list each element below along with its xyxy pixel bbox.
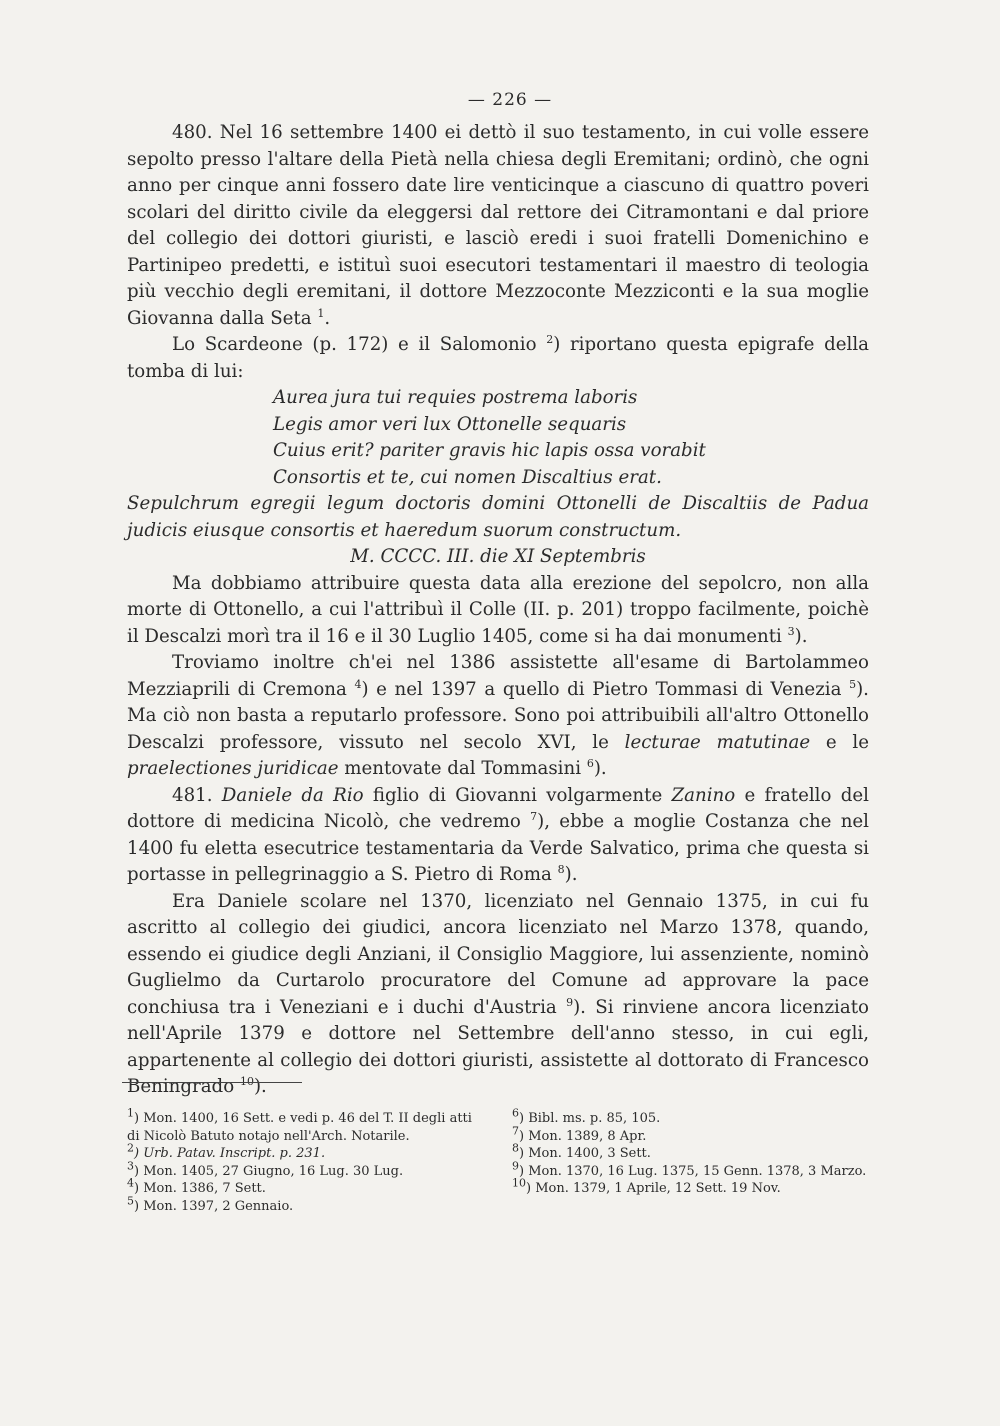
footnote <box>512 1124 882 1146</box>
paragraph-481-end: ). <box>564 864 578 885</box>
sepulchrum-inscription: Sepulchrum egregii legum doctoris domini Ottonelli de Discaltiis de Padua judicis eiusque consortis et haeredum suorum constructum. <box>127 493 869 541</box>
paragraph-481-text: e fratello del dottore di medicina Nicolò, che vedremo <box>127 784 869 832</box>
footnotes-left <box>127 1106 482 1215</box>
person-name: Daniele da Rio <box>221 784 364 806</box>
footnote-text: ) Mon. 1386, 7 Sett. <box>134 1181 266 1196</box>
epitaph-line: Aurea jura tui requies postrema laboris <box>273 387 638 408</box>
ma-end: ). <box>794 625 808 647</box>
footnote <box>512 1159 882 1181</box>
footnote-ref: 4 <box>354 677 362 691</box>
scardeone-text-end: ) riportano questa epigrafe della tomba di lui: <box>127 334 869 382</box>
page-number: — 226 — <box>467 90 553 110</box>
footnote-text: ) Mon. 1400, 16 Sett. e vedi p. 46 del T. II degli atti di Nicolò Batuto notajo nell'Arch. Notarile. <box>127 1111 472 1144</box>
paragraph-481-text: ), ebbe a moglie Costanza che nel 1400 fu eletta esecutrice testamentaria da Verde Salvatico, prima che questa si portasse in pellegrinaggio a S. Pietro di Roma <box>127 811 869 885</box>
paragraph-481-text: figlio di Giovanni volgarmente <box>372 784 663 806</box>
troviamo-end: ). <box>593 758 607 779</box>
footnote-text: ) Mon. 1370, 16 Lug. 1375, 15 Genn. 1378, 3 Marzo. <box>519 1163 867 1179</box>
paragraph-troviamo <box>127 650 869 783</box>
footnote-text: ) Mon. 1405, 27 Giugno, 16 Lug. 30 Lug. <box>134 1163 404 1179</box>
footnote-number: 2 <box>127 1141 134 1155</box>
footnote <box>127 1176 482 1198</box>
troviamo-text: mentovate dal Tommasini <box>344 758 582 779</box>
footnote-text: ) Mon. 1397, 2 Gennaio. <box>134 1198 294 1214</box>
paragraph-481-number: 481. <box>172 784 213 806</box>
paragraph-scardeone <box>127 332 869 385</box>
footnote <box>127 1194 482 1216</box>
italic-title: lecturae matutinae <box>624 731 811 753</box>
troviamo-text: ). Ma ciò non basta a reputarlo professore. Sono poi attribuibili all'altro Ottonello Descalzi professore, vissuto nel secolo XVI, le <box>127 678 869 753</box>
footnote-number: 6 <box>512 1106 519 1120</box>
paragraph-480-text: 480. Nel 16 settembre 1400 ei dettò il suo testamento, in cui volle essere sepolto presso l'altare della Pietà nella chiesa degli Eremitani; ordinò, che ogni anno per cinque anni fossero date lire venticinque a ciascuno di quattro poveri scolari del diritto civile da eleggersi dal rettore dei Citramontani e dal priore del collegio dei dottori giuristi, e lasciò eredi i suoi fratelli Domenichino e Partinipeo predetti, e istituì suoi esecutori testamentari il maestro di teologia più vecchio degli eremitani, il dottore Mezzoconte Mezziconti e la sua moglie Giovanna dalla Seta <box>127 122 869 329</box>
footnote-ref: 9 <box>566 995 574 1009</box>
footnote-ref: 8 <box>557 862 565 876</box>
epitaph-line: Consortis et te, cui nomen Discaltius erat. <box>273 466 662 488</box>
footnotes-right <box>512 1106 882 1198</box>
footnote-number: 8 <box>512 1141 519 1155</box>
era-text: Era Daniele scolare nel 1370, licenziato nel Gennaio 1375, in cui fu ascritto al collegio dei giudici, ancora licenziato nel Marzo 1378, quando, essendo ei giudice degli Anziani, il Consiglio Maggiore, lui assenziente, nominò Guglielmo da Curtarolo procuratore del Comune ad approvare la pace conchiusa tra i Veneziani e i duchi d'Austria <box>127 890 869 1018</box>
footnote-number: 5 <box>127 1194 134 1208</box>
footnote-text: ) Mon. 1400, 3 Sett. <box>519 1146 651 1161</box>
italic-title: praelectiones juridicae <box>127 758 339 779</box>
paragraph-480 <box>127 120 869 332</box>
footnote <box>127 1141 482 1163</box>
ma-text: Ma dobbiamo attribuire questa data alla erezione del sepolcro, non alla morte di Ottonello, a cui l'attribuì il Colle (II. p. 201) troppo facilmente, poichè il Descalzi morì tra il 16 e il 30 Luglio 1405, come si ha dai monumenti <box>127 572 869 647</box>
footnote-ref: 10 <box>239 1074 254 1088</box>
footnote-number: 3 <box>127 1159 134 1173</box>
footnote-text: ) Urb. Patav. Inscript. p. 231. <box>134 1146 326 1161</box>
nickname: Zanino <box>671 784 736 806</box>
footnote-divider <box>122 1082 302 1083</box>
scardeone-text: Lo Scardeone (p. 172) e il Salomonio <box>172 334 537 355</box>
footnote-ref: 5 <box>849 677 857 691</box>
epitaph-line: Legis amor veri lux Ottonelle sequaris <box>273 413 627 435</box>
era-end: ). <box>253 1076 267 1097</box>
main-text <box>127 120 869 1101</box>
inscription-date: M. CCCC. III. die XI Septembris <box>350 546 646 567</box>
troviamo-text: Troviamo inoltre ch'ei nel 1386 assistette all'esame di Bartolammeo Mezziaprili di Cremona <box>127 652 869 700</box>
footnote <box>512 1176 882 1198</box>
footnote-number: 10 <box>512 1176 526 1190</box>
paragraph-ma <box>127 571 869 651</box>
footnote-ref: 1 <box>317 306 325 320</box>
era-text: ). Si rinviene ancora licenziato nell'Aprile 1379 e dottore nel Settembre dell'anno stesso, in cui egli, appartenente al collegio dei dottori giuristi, assistette al dottorato di Francesco Beningrado <box>127 996 869 1097</box>
troviamo-text: ) e nel 1397 a quello di Pietro Tommasi di Venezia <box>361 678 842 700</box>
footnote <box>127 1159 482 1181</box>
footnote-number: 9 <box>512 1159 519 1173</box>
paragraph-480-end: . <box>324 307 331 329</box>
troviamo-text: e le <box>825 731 869 753</box>
footnote-text: ) Mon. 1389, 8 Apr. <box>519 1128 647 1144</box>
footnote-text: ) Mon. 1379, 1 Aprile, 12 Sett. 19 Nov. <box>526 1181 781 1196</box>
paragraph-era <box>127 889 869 1101</box>
paragraph-481 <box>127 783 869 889</box>
footnote-ref: 3 <box>787 624 795 638</box>
footnote-ref: 2 <box>546 332 554 346</box>
footnote-text: ) Bibl. ms. p. 85, 105. <box>519 1111 661 1126</box>
epitaph <box>127 385 869 491</box>
footnote <box>512 1141 882 1163</box>
footnote-number: 4 <box>127 1176 134 1190</box>
footnote-number: 1 <box>127 1106 134 1120</box>
footnote-ref: 7 <box>530 809 538 823</box>
footnote <box>127 1106 482 1145</box>
footnote-ref: 6 <box>586 756 594 770</box>
epitaph-line: Cuius erit? pariter gravis hic lapis ossa vorabit <box>273 440 706 461</box>
footnote-number: 7 <box>512 1124 519 1138</box>
footnote <box>512 1106 882 1128</box>
